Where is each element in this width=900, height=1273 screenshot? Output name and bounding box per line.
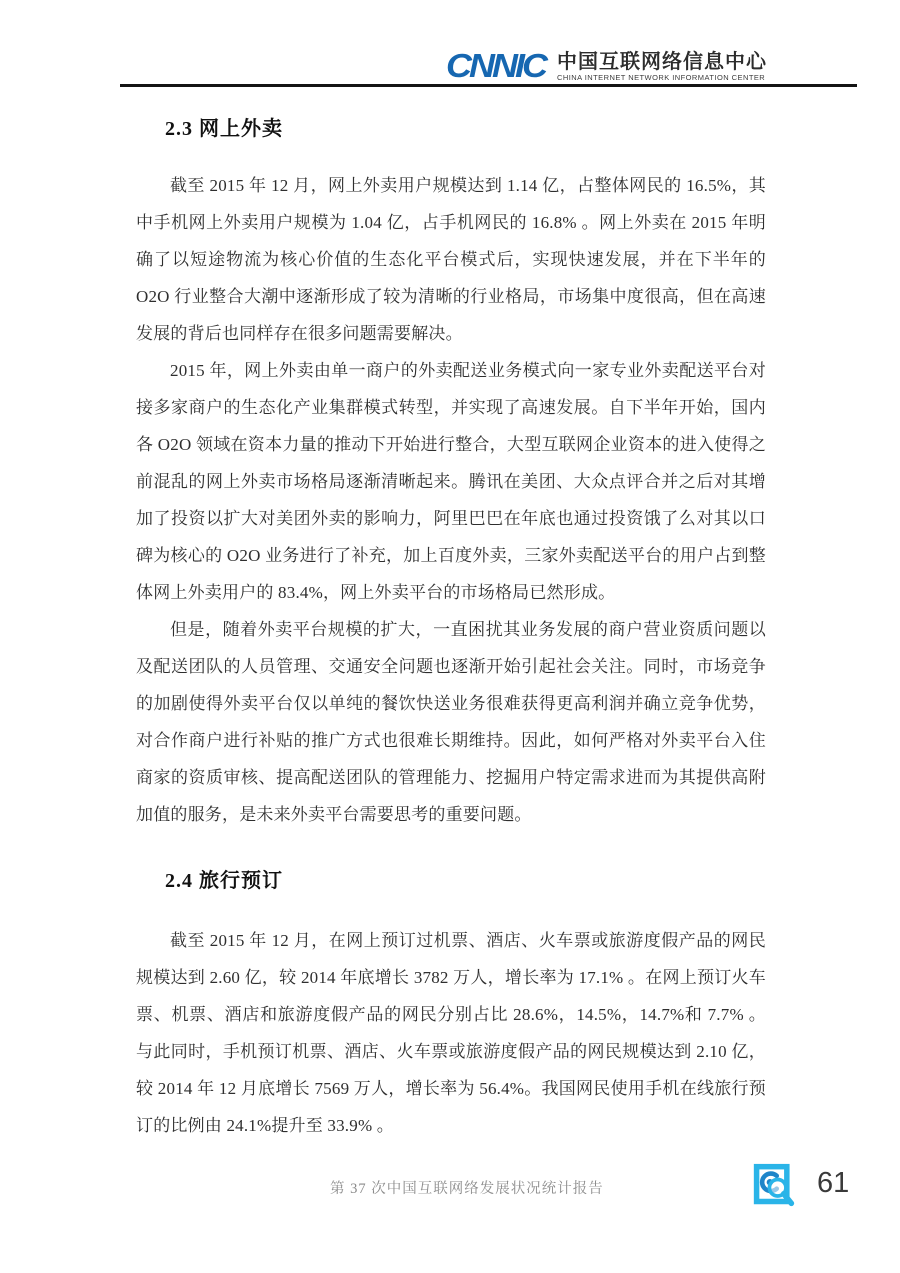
section-heading-2-4: 2.4 旅行预订	[165, 870, 283, 892]
paragraph-online-takeout-1: 截至 2015 年 12 月，网上外卖用户规模达到 1.14 亿，占整体网民的 16.5%，其中手机网上外卖用户规模为 1.04 亿，占手机网民的 16.8% 。网上外卖在 2015 年明确了以短途物流为核心价值的生态化平台模式后，实现快速发展，并在下半年的 O2O 行业整合大潮中逐渐形成了较为清晰的行业格局，市场集中度很高，但在高速发展的背后也同样存在很多问题需要解决。	[136, 176, 766, 343]
paragraph-online-takeout-2: 2015 年，网上外卖由单一商户的外卖配送业务模式向一家专业外卖配送平台对接多家商户的生态化产业集群模式转型，并实现了高速发展。自下半年开始，国内各 O2O 领域在资本力量的推动下开始进行整合，大型互联网企业资本的进入使得之前混乱的网上外卖市场格局逐渐清晰起来。腾讯在美团、大众点评合并之后对其增加了投资以扩大对美团外卖的影响力，阿里巴巴在年底也通过投资饿了么对其以口碑为核心的 O2O 业务进行了补充，加上百度外卖，三家外卖配送平台的用户占到整体网上外卖用户的 83.4%，网上外卖平台的市场格局已然形成。	[136, 361, 766, 602]
header-divider	[120, 84, 857, 87]
footer-report-title: 第 37 次中国互联网络发展状况统计报告	[330, 1181, 604, 1197]
org-names	[557, 51, 767, 82]
cnnic-logo: CNNIC	[446, 46, 545, 85]
document-body	[136, 98, 766, 1144]
document-magnifier-icon	[752, 1163, 796, 1207]
org-name-en: CHINA INTERNET NETWORK INFORMATION CENTER	[557, 72, 766, 82]
section-heading-2-3: 2.3 网上外卖	[165, 118, 283, 140]
paragraph-online-takeout-3: 但是，随着外卖平台规模的扩大，一直困扰其业务发展的商户营业资质问题以及配送团队的人员管理、交通安全问题也逐渐开始引起社会关注。同时，市场竞争的加剧使得外卖平台仅以单纯的餐饮快送业务很难获得更高利润并确立竞争优势，对合作商户进行补贴的推广方式也很难长期维持。因此，如何严格对外卖平台入住商家的资质审核、提高配送团队的管理能力、挖掘用户特定需求进而为其提供高附加值的服务，是未来外卖平台需要思考的重要问题。	[136, 620, 766, 824]
header-brand	[446, 48, 767, 84]
page-number: 61	[817, 1167, 850, 1199]
paragraph-travel-booking-1: 截至 2015 年 12 月，在网上预订过机票、酒店、火车票或旅游度假产品的网民规模达到 2.60 亿，较 2014 年底增长 3782 万人，增长率为 17.1% 。在网上预订火车票、机票、酒店和旅游度假产品的网民分别占比 28.6%，14.5%，14.7%和 7.7% 。与此同时，手机预订机票、酒店、火车票或旅游度假产品的网民规模达到 2.10 亿，较 2014 年 12 月底增长 7569 万人，增长率为 56.4%。我国网民使用手机在线旅行预订的比例由 24.1%提升至 33.9% 。	[136, 931, 766, 1135]
org-name-zh: 中国互联网络信息中心	[557, 50, 767, 73]
